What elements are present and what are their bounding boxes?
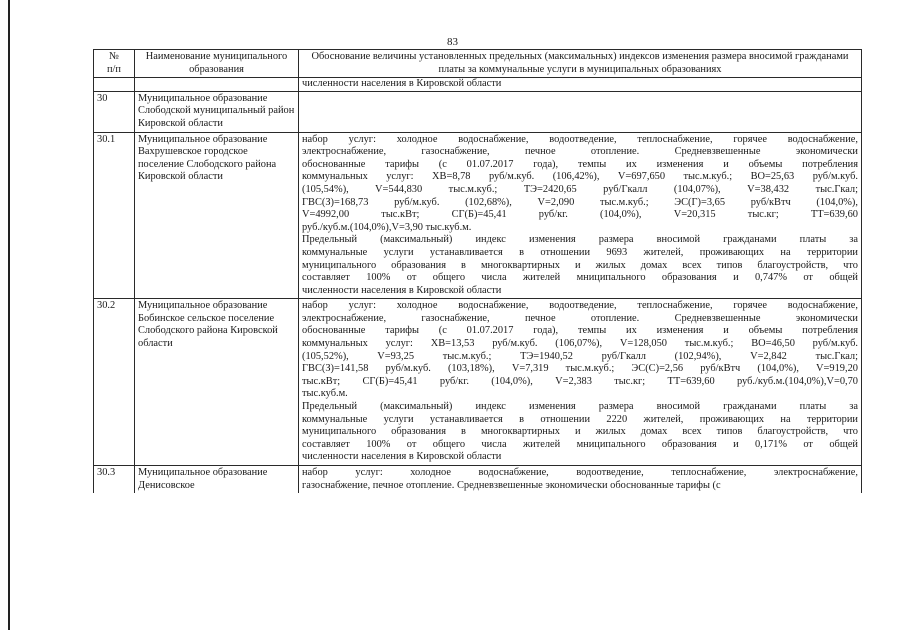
- basis-line: газоснабжение, печное отопление. Средневзвешенные экономически обоснованные тарифы (с: [302, 479, 721, 491]
- basis-line: электроснабжение, газоснабжение, печное отопление. Средневзвешенные экономически: [302, 146, 858, 158]
- row-number: 30.1: [94, 132, 135, 299]
- table-row: [94, 132, 862, 299]
- table-header-row: [94, 50, 862, 78]
- basis-line: обоснованные тарифы (с 01.07.2017 года), темпы их изменения и объемы потребления: [302, 158, 858, 170]
- table-row: [94, 299, 862, 466]
- table-body: [94, 78, 862, 494]
- basis-line: составляет 100% от общего числа жителей мниципального образования и 0,171% от общей: [302, 438, 858, 450]
- basis-line: набор услуг: холодное водоснабжение, водоотведение, теплоснабжение, горячее водоснабжение,: [302, 133, 858, 145]
- basis-line: набор услуг: холодное водоснабжение, водоотведение, теплоснабжение, электроснабжение,: [302, 467, 858, 478]
- municipality-name: Муниципальное образование Слободской муниципальный район Кировской области: [135, 91, 299, 132]
- basis-line: V=4992,00 тыс.кВт; СГ(Б)=45,41 руб/кг. (104,0%), V=20,315 тыс.кг; ТТ=639,60: [302, 209, 858, 221]
- basis-line: численности населения в Кировской области: [302, 451, 502, 463]
- cell-empty: [94, 78, 135, 92]
- basis-line: Предельный (максимальный) индекс изменения размера вносимой гражданами платы за: [302, 401, 858, 413]
- basis-line: коммунальные услуги устанавливается в отношении 2220 жителей, проживающих на территории: [302, 413, 858, 425]
- row-number: 30: [94, 91, 135, 132]
- scan-left-edge: [8, 0, 10, 630]
- basis-line: тыс.куб.м.: [302, 388, 348, 400]
- header-number-text: № п/п: [106, 51, 121, 75]
- row-number: 30.2: [94, 299, 135, 466]
- header-basis: Обоснование величины установленных предельных (максимальных) индексов изменения размера вносимой гражданами платы за коммунальные услуги в муниципальных образованиях: [299, 50, 862, 78]
- basis-text: [299, 299, 862, 466]
- header-name: Наименование муниципального образования: [135, 50, 299, 78]
- basis-line: коммунальных услуг: ХВ=8,78 руб/м.куб. (106,42%), V=697,650 тыс.м.куб.; ВО=25,63 руб/м.куб.: [302, 171, 858, 183]
- basis-line: коммунальные услуги устанавливается в отношении 9693 жителей, проживающих на территории: [302, 246, 858, 258]
- municipality-name: Муниципальное образование Денисовское: [135, 466, 299, 494]
- basis-line: муниципального образования в многоквартирных и жилых домах всех типов благоустройств, что: [302, 259, 858, 271]
- basis-line: муниципального образования в многоквартирных и жилых домах всех типов благоустройств, что: [302, 426, 858, 438]
- basis-line: численности населения в Кировской области: [302, 284, 502, 296]
- basis-line: (105,54%), V=544,830 тыс.м.куб.; ТЭ=2420,65 руб/Гкалл (104,07%), V=38,432 тыс.Гкал;: [302, 183, 858, 195]
- page-number: 83: [447, 36, 458, 48]
- cell-empty: [135, 78, 299, 92]
- basis-line: Предельный (максимальный) индекс изменения размера вносимой гражданами платы за: [302, 234, 858, 246]
- basis-line: обоснованные тарифы (с 01.07.2017 года), темпы их изменения и объемы потребления: [302, 325, 858, 337]
- tariff-index-table: [93, 49, 862, 493]
- basis-line: (105,52%), V=93,25 тыс.м.куб.; ТЭ=1940,52 руб/Гкалл (102,94%), V=2,842 тыс.Гкал;: [302, 350, 858, 362]
- basis-line: тыс.кВт; СГ(Б)=45,41 руб/кг. (104,0%), V=2,383 тыс.кг; ТТ=639,60 руб./куб.м.(104,0%),V=0,70: [302, 375, 858, 387]
- basis-line: электроснабжение, газоснабжение, печное отопление. Средневзвешенные экономически: [302, 312, 858, 324]
- basis-text: [299, 91, 862, 132]
- table-row: [94, 466, 862, 494]
- basis-text: [299, 466, 862, 494]
- basis-line: руб./куб.м.(104,0%),V=3,90 тыс.куб.м.: [302, 221, 472, 233]
- municipality-name: Муниципальное образование Вахрушевское городское поселение Слободского района Кировской области: [135, 132, 299, 299]
- basis-line: набор услуг: холодное водоснабжение, водоотведение, теплоснабжение, горячее водоснабжение,: [302, 300, 858, 312]
- basis-line: ГВС(З)=141,58 руб/м.куб. (103,18%), V=7,319 тыс.м.куб.; ЭС(С)=2,56 руб/кВтч (104,0%), V=919,20: [302, 363, 858, 375]
- municipality-name: Муниципальное образование Бобинское сельское поселение Слободского района Кировской области: [135, 299, 299, 466]
- continuation-row: [94, 78, 862, 92]
- header-number: [94, 50, 135, 78]
- table-row: [94, 91, 862, 132]
- basis-line: ГВС(З)=168,73 руб/м.куб. (102,68%), V=2,090 тыс.м.куб.; ЭС(Г)=3,65 руб/кВтч (104,0%),: [302, 196, 858, 208]
- basis-line: коммунальных услуг: ХВ=13,53 руб/м.куб. (106,07%), V=128,050 тыс.м.куб.; ВО=46,50 руб/м.куб.: [302, 338, 858, 350]
- basis-text: [299, 132, 862, 299]
- continuation-text: численности населения в Кировской области: [299, 78, 862, 92]
- row-number: 30.3: [94, 466, 135, 494]
- basis-line: составляет 100% от общего числа жителей мниципального образования и 0,747% от общей: [302, 272, 858, 284]
